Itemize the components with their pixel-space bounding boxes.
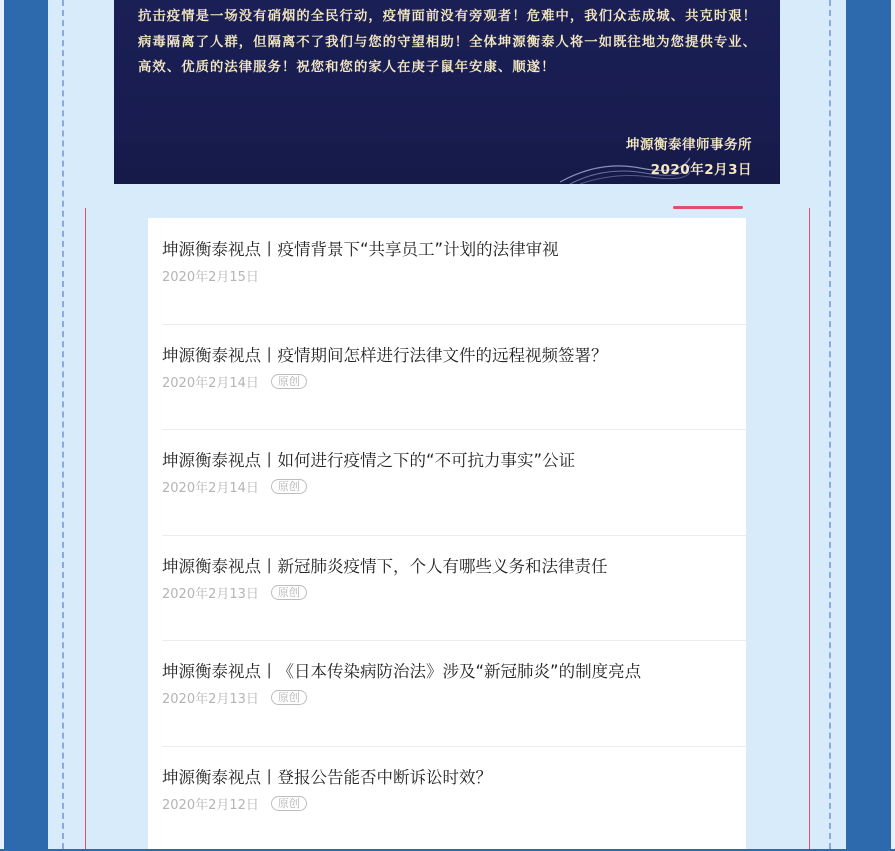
article-title[interactable]: 坤源衡泰视点丨疫情背景下“共享员工”计划的法律审视: [162, 236, 559, 260]
banner-signature-block: [626, 133, 752, 183]
article-item[interactable]: [148, 324, 746, 430]
left-edge: [0, 0, 4, 849]
dashed-border-left: [62, 0, 64, 849]
article-meta: [162, 794, 307, 813]
article-item[interactable]: [148, 429, 746, 535]
banner-date: 2020年2月3日: [626, 158, 752, 183]
article-title[interactable]: 坤源衡泰视点丨如何进行疫情之下的“不可抗力事实”公证: [162, 447, 575, 471]
original-badge: 原创: [271, 796, 307, 811]
article-meta: [162, 266, 259, 285]
right-edge: [891, 0, 895, 849]
dashed-border-right: [829, 0, 831, 849]
article-item[interactable]: [148, 746, 746, 851]
article-date: 2020年2月12日: [162, 794, 259, 813]
content-panel: [48, 0, 846, 849]
article-title[interactable]: 坤源衡泰视点丨疫情期间怎样进行法律文件的远程视频签署？: [162, 342, 608, 366]
article-date: 2020年2月15日: [162, 266, 259, 285]
article-meta: [162, 372, 307, 391]
original-badge: 原创: [271, 585, 307, 600]
article-item[interactable]: [148, 535, 746, 641]
article-item[interactable]: [148, 640, 746, 746]
original-badge: 原创: [271, 690, 307, 705]
greeting-banner: [114, 0, 780, 184]
original-badge: 原创: [271, 479, 307, 494]
article-item[interactable]: [148, 218, 746, 324]
article-date: 2020年2月14日: [162, 477, 259, 496]
article-title[interactable]: 坤源衡泰视点丨新冠肺炎疫情下，个人有哪些义务和法律责任: [162, 553, 608, 577]
article-title[interactable]: 坤源衡泰视点丨登报公告能否中断诉讼时效？: [162, 764, 492, 788]
article-meta: [162, 477, 307, 496]
frame-accent: [673, 206, 743, 209]
banner-signature: 坤源衡泰律师事务所: [626, 133, 752, 158]
banner-message: 抗击疫情是一场没有硝烟的全民行动，疫情面前没有旁观者！危难中，我们众志成城、共克时艰！病毒隔离了人群，但隔离不了我们与您的守望相助！全体坤源衡泰人将一如既往地为您提供专业、高效、优质的法律服务！祝您和您的家人在庚子鼠年安康、顺遂！: [138, 4, 758, 81]
article-date: 2020年2月14日: [162, 372, 259, 391]
article-date: 2020年2月13日: [162, 583, 259, 602]
article-meta: [162, 688, 307, 707]
article-date: 2020年2月13日: [162, 688, 259, 707]
article-meta: [162, 583, 307, 602]
article-list: [148, 218, 746, 849]
article-title[interactable]: 坤源衡泰视点丨《日本传染病防治法》涉及“新冠肺炎”的制度亮点: [162, 658, 641, 682]
original-badge: 原创: [271, 374, 307, 389]
